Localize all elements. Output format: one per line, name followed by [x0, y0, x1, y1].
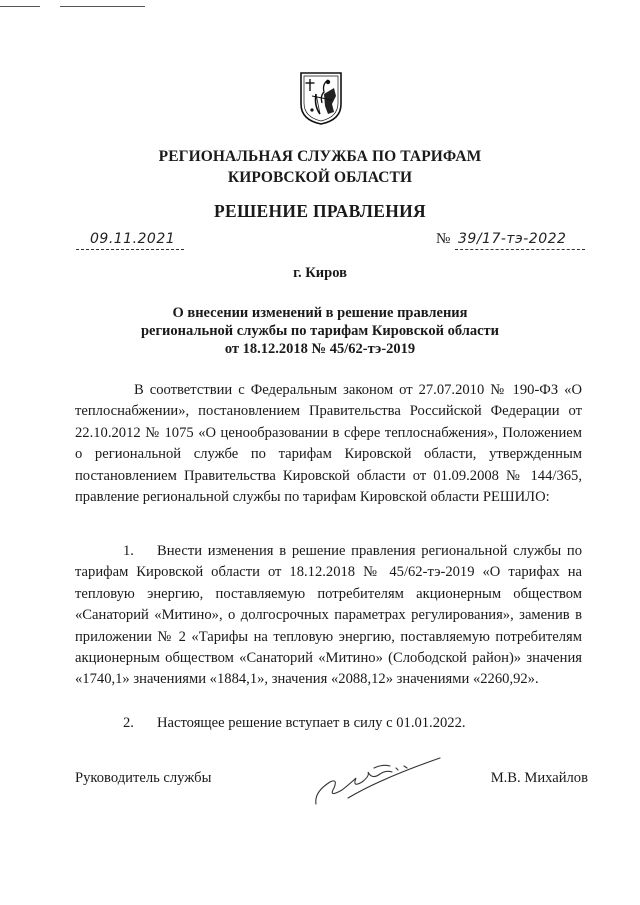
decision-item	[75, 541, 582, 691]
subject-line2: региональной службы по тарифам Кировской области	[140, 323, 500, 339]
item-text: Внести изменения в решение правления региональной службы по тарифам Кировской области от 18.12.2018 № 45/62-тэ-2019 «О тарифах на тепловую энергию, поставляемую потребителям акционерным обществом «Санаторий «Митино», о долгосрочных параметрах регулирования», заменив в приложении № 2 «Тарифы на тепловую энергию, поставляемую потребителям акционерным обществом «Санаторий «Митино» (Слободской район)» значения «1740,1» значениями «1884,1», значения «2088,12» значениями «2260,92».	[75, 543, 582, 688]
signatory-position: Руководитель службы	[75, 770, 212, 786]
coat-of-arms-emblem	[298, 70, 344, 126]
handwritten-signature	[312, 752, 442, 812]
decision-date: 09.11.2021	[90, 231, 176, 247]
document-type-title: РЕШЕНИЕ ПРАВЛЕНИЯ	[214, 201, 426, 221]
decision-number: 39/17-тэ-2022	[458, 231, 567, 247]
subject-line3: от 18.12.2018 № 45/62-тэ-2019	[224, 341, 416, 357]
agency-name-line2: КИРОВСКОЙ ОБЛАСТИ	[227, 169, 413, 186]
scan-artifact-line	[60, 6, 145, 7]
item-number: 1.	[123, 543, 134, 559]
signatory-name: М.В. Михайлов	[490, 770, 588, 786]
decision-item	[75, 713, 582, 734]
item-text: Настоящее решение вступает в силу с 01.01.2022.	[157, 715, 466, 731]
agency-name-line1: РЕГИОНАЛЬНАЯ СЛУЖБА ПО ТАРИФАМ	[158, 148, 482, 165]
subject-heading	[0, 304, 640, 358]
city: г. Киров	[293, 265, 347, 281]
number-sign: №	[436, 231, 451, 247]
scan-artifact-line	[0, 6, 40, 7]
date-underline	[76, 249, 184, 250]
agency-name	[0, 146, 640, 188]
number-underline	[455, 249, 585, 250]
subject-line1: О внесении изменений в решение правления	[172, 305, 468, 321]
item-number: 2.	[123, 715, 134, 731]
preamble-paragraph: В соответствии с Федеральным законом от 27.07.2010 № 190-ФЗ «О теплоснабжении», постановлением Правительства Российской Федерации от 22.10.2012 № 1075 «О ценообразовании в сфере теплоснабжения», Положением о региональной службе по тарифам Кировской области, утвержденным постановлением Правительства Кировской области от 01.09.2008 № 144/365, правление региональной службы по тарифам Кировской области РЕШИЛО:	[75, 382, 582, 506]
